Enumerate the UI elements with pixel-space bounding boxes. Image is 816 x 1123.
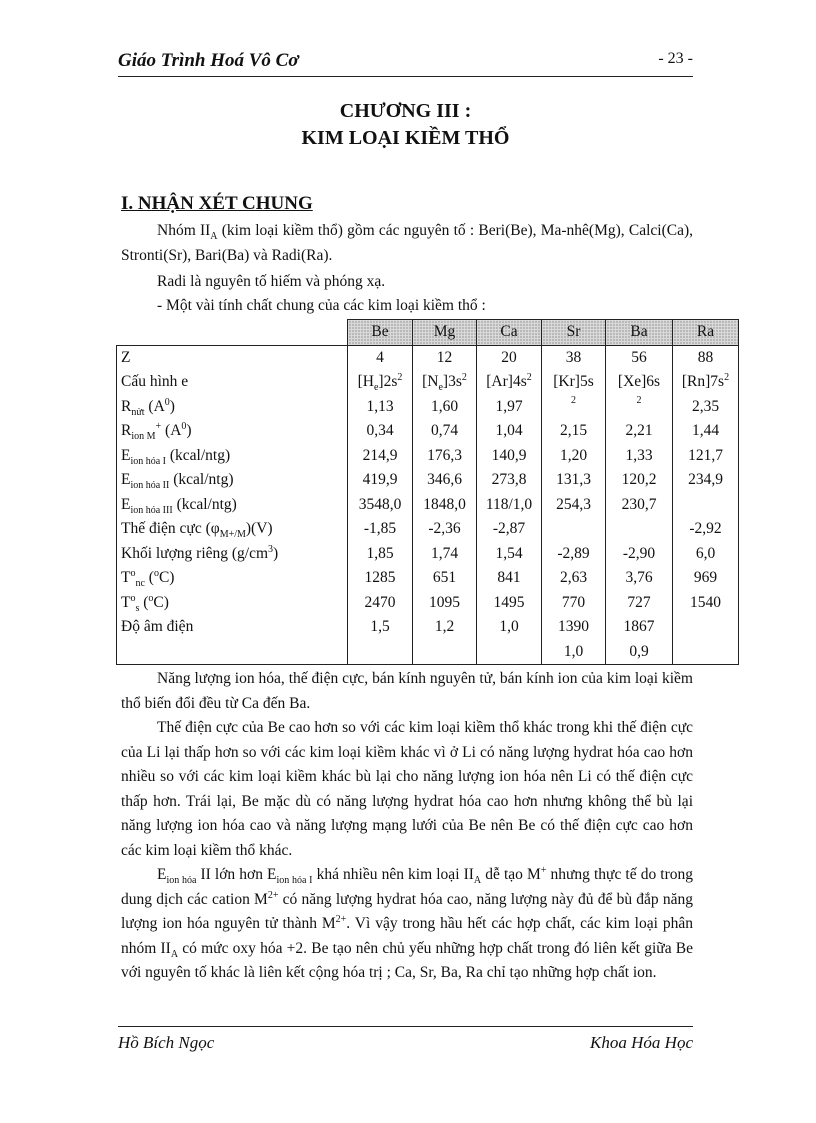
table-cell: 2470 <box>348 591 413 616</box>
footer-author: Hồ Bích Ngọc <box>118 1033 215 1052</box>
table-cell: 0,74 <box>413 419 477 444</box>
table-cell: 1095 <box>413 591 477 616</box>
table-cell <box>348 640 413 665</box>
table-cell: 1,04 <box>477 419 542 444</box>
table-cell: 0,34 <box>348 419 413 444</box>
row-label: $E_{ion hóa II}$ (kcal/ntg) <box>117 468 348 493</box>
row-label <box>117 640 348 665</box>
table-cell: 346,6 <box>413 468 477 493</box>
page-number: - 23 - <box>658 50 693 67</box>
properties-table <box>116 319 739 665</box>
table-cell: $[Rn]7s^2$ <box>673 370 739 395</box>
body-paragraph: $E_{ion hóa}$ II lớn hơn $E_{ion hóa I}$ khá nhiều nên kim loại $II_A$ dễ tạo M+ nhưng thực tế do trong dung dịch các cation $M^{2+}$ có năng lượng hydrat hóa cao, năng lượng này đủ để bù đắp năng lượng ion hóa nguyên tử thành $M^{2+}$. Vì vậy trong hầu hết các hợp chất, các kim loại phân nhóm $II_A$ có mức oxy hóa +2. Be tạo nên chủ yếu những hợp chất trong đó liên kết giữa Be với nguyên tố khác là liên kết cộng hóa trị ; Ca, Sr, Ba, Ra chỉ tạo những hợp chất ion. <box>121 864 694 981</box>
table-cell <box>673 493 739 518</box>
header-divider <box>118 76 693 77</box>
table-cell: 1,74 <box>413 542 477 567</box>
table-cell: 419,9 <box>348 468 413 493</box>
table-cell: 2,63 <box>542 566 606 591</box>
table-cell: 651 <box>413 566 477 591</box>
table-cell: $[Ar]4s^2$ <box>477 370 542 395</box>
table-row <box>117 468 739 493</box>
table-row <box>117 370 739 395</box>
table-row <box>117 640 739 665</box>
table-cell: -2,87 <box>477 517 542 542</box>
table-row <box>117 444 739 469</box>
row-label: Độ âm điện <box>117 615 348 640</box>
intro-paragraph: Nhóm $II_A$ (kim loại kiềm thổ) gồm các nguyên tố : Beri(Be), Ma-nhê(Mg), Calci(Ca), Stronti(Sr), Bari(Ba) và Radi(Ra). <box>121 222 693 264</box>
section-heading: I. NHẬN XÉT CHUNG <box>121 193 313 214</box>
table-cell: 38 <box>542 345 606 370</box>
table-cell: 2 <box>542 395 606 420</box>
table-cell <box>477 640 542 665</box>
table-row <box>117 517 739 542</box>
table-cell: 2,35 <box>673 395 739 420</box>
row-label: $R_{nửt}$ $(A^0)$ <box>117 395 348 420</box>
table-cell: -2,89 <box>542 542 606 567</box>
book-title: Giáo Trình Hoá Vô Cơ <box>118 50 299 71</box>
table-cell: 770 <box>542 591 606 616</box>
table-row <box>117 395 739 420</box>
chapter-number: CHƯƠNG III : <box>339 100 472 122</box>
footer-department: Khoa Hóa Học <box>590 1033 693 1052</box>
table-cell: 1,85 <box>348 542 413 567</box>
table-cell: 1495 <box>477 591 542 616</box>
radium-note: Radi là nguyên tố hiếm và phóng xạ. <box>157 273 386 290</box>
table-cell: 1,0 <box>542 640 606 665</box>
table-cell: 1,44 <box>673 419 739 444</box>
row-label: $E_{ion hóa III}$ (kcal/ntg) <box>117 493 348 518</box>
table-cell: 230,7 <box>606 493 673 518</box>
page-header <box>118 48 693 74</box>
table-cell: 234,9 <box>673 468 739 493</box>
table-cell: 6,0 <box>673 542 739 567</box>
table-cell: -1,85 <box>348 517 413 542</box>
column-header: Be <box>348 320 413 346</box>
table-cell: 1540 <box>673 591 739 616</box>
row-label: Cấu hình e <box>117 370 348 395</box>
table-intro: - Một vài tính chất chung của các kim loại kiềm thổ : <box>157 297 486 314</box>
table-cell: 88 <box>673 345 739 370</box>
row-label: $T^o_{nc}$ ($^o$C) <box>117 566 348 591</box>
row-label: Thế điện cực $(\varphi_{M+/M})(V)$ <box>117 517 348 542</box>
table-cell: $[N_e]3s^2$ <box>413 370 477 395</box>
body-paragraph: Năng lượng ion hóa, thế điện cực, bán kính nguyên tử, bán kính ion của kim loại kiềm thổ biến đổi đều từ Ca đến Ba. <box>121 670 693 712</box>
body-paragraph: Thế điện cực của Be cao hơn so với các kim loại kiềm thổ khác trong khi thế điện cực của Li lại thấp hơn so với các kim loại kiềm khác vì ở Li có năng lượng hydrat hóa cao hơn nhiều so với các kim loại kiềm khác bù lại cho năng lượng ion hóa nên Li có thế điện cực thấp hơn. Trái lại, Be mặc dù có năng lượng hydrat hóa cao hơn nhưng không thể bù lại năng lượng ion hóa cao và năng lượng mạng lưới của Be nên Be có thế điện cực cao hơn các kim loại kiềm thổ khác. <box>121 719 693 859</box>
table-cell: 140,9 <box>477 444 542 469</box>
column-header: Sr <box>542 320 606 346</box>
table-cell <box>606 517 673 542</box>
table-cell: 1,60 <box>413 395 477 420</box>
table-cell <box>673 640 739 665</box>
table-cell: 1867 <box>606 615 673 640</box>
table-cell: 2 <box>606 395 673 420</box>
table-cell <box>542 517 606 542</box>
table-cell: 2,21 <box>606 419 673 444</box>
footer-divider <box>118 1026 693 1027</box>
table-cell: 1285 <box>348 566 413 591</box>
row-label: $R_{ion M}^+$ $(A^0)$ <box>117 419 348 444</box>
table-row <box>117 493 739 518</box>
row-label: $T^o_s$ ($^o$C) <box>117 591 348 616</box>
table-cell <box>413 640 477 665</box>
table-row <box>117 566 739 591</box>
table-cell: 1848,0 <box>413 493 477 518</box>
column-header: Mg <box>413 320 477 346</box>
table-cell: -2,36 <box>413 517 477 542</box>
table-cell: 969 <box>673 566 739 591</box>
table-cell: $[H_e]2s^2$ <box>348 370 413 395</box>
chapter-title: KIM LOẠI KIỀM THỔ <box>301 127 510 149</box>
table-cell: 118/1,0 <box>477 493 542 518</box>
table-cell: 1,2 <box>413 615 477 640</box>
table-row <box>117 345 739 370</box>
table-header-row <box>117 320 739 346</box>
table-cell: [Xe]6s <box>606 370 673 395</box>
table-row <box>117 615 739 640</box>
table-cell: 1,5 <box>348 615 413 640</box>
column-header: Ca <box>477 320 542 346</box>
column-header: Ra <box>673 320 739 346</box>
row-label: Z <box>117 345 348 370</box>
table-cell: 1,20 <box>542 444 606 469</box>
table-row <box>117 419 739 444</box>
table-cell: 4 <box>348 345 413 370</box>
table-cell: 214,9 <box>348 444 413 469</box>
table-cell: 56 <box>606 345 673 370</box>
row-label: Khối lượng riêng $(g/cm^3)$ <box>117 542 348 567</box>
table-cell: 121,7 <box>673 444 739 469</box>
table-cell: 1,54 <box>477 542 542 567</box>
row-label: $E_{ion hóa I}$ (kcal/ntg) <box>117 444 348 469</box>
table-cell: 841 <box>477 566 542 591</box>
table-cell: 1,0 <box>477 615 542 640</box>
table-cell: 727 <box>606 591 673 616</box>
table-cell: 1,13 <box>348 395 413 420</box>
table-cell: 254,3 <box>542 493 606 518</box>
table-cell: 273,8 <box>477 468 542 493</box>
table-cell: 120,2 <box>606 468 673 493</box>
table-cell: 2,15 <box>542 419 606 444</box>
table-cell: 12 <box>413 345 477 370</box>
table-cell: -2,92 <box>673 517 739 542</box>
table-cell: 176,3 <box>413 444 477 469</box>
table-cell: [Kr]5s <box>542 370 606 395</box>
table-cell: 0,9 <box>606 640 673 665</box>
table-cell: 131,3 <box>542 468 606 493</box>
table-cell: 20 <box>477 345 542 370</box>
table-cell: 3,76 <box>606 566 673 591</box>
table-row <box>117 542 739 567</box>
table-row <box>117 591 739 616</box>
table-cell: 1390 <box>542 615 606 640</box>
table-cell <box>673 615 739 640</box>
column-header: Ba <box>606 320 673 346</box>
table-cell: 1,97 <box>477 395 542 420</box>
table-cell: -2,90 <box>606 542 673 567</box>
table-cell: 3548,0 <box>348 493 413 518</box>
table-cell: 1,33 <box>606 444 673 469</box>
